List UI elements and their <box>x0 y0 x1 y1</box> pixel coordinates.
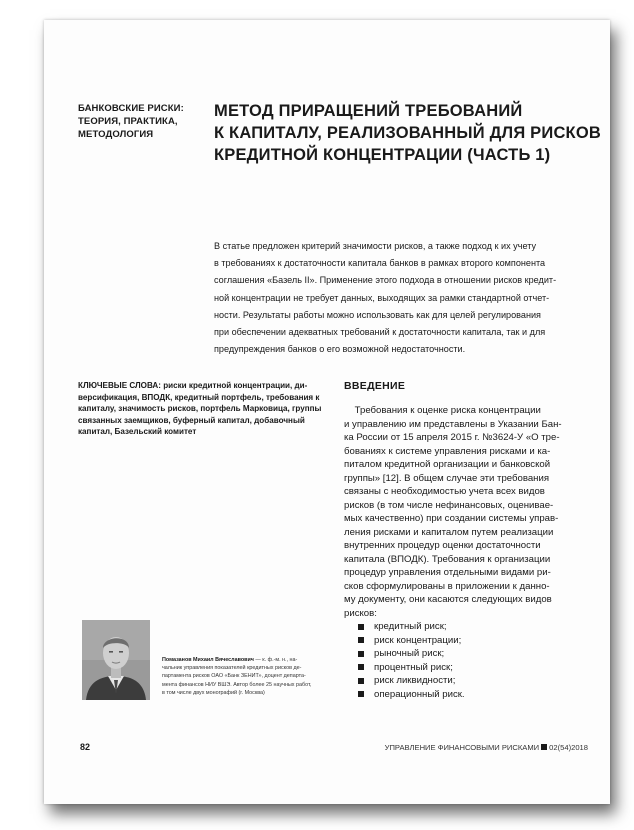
list-item-label: процентный риск; <box>374 661 453 673</box>
square-bullet-icon <box>358 637 364 643</box>
title-line: МЕТОД ПРИРАЩЕНИЙ ТРЕБОВАНИЙ <box>214 102 523 120</box>
keywords-line: версификация, ВПОДК, кредитный портфель, требования к <box>78 392 320 402</box>
intro-line: бованиях к системе управления рисками и ка- <box>344 445 551 457</box>
abstract-line: предупреждения банков о его возможной недостаточности. <box>214 344 466 355</box>
title-line: КРЕДИТНОЙ КОНЦЕНТРАЦИИ (ЧАСТЬ 1) <box>214 146 551 164</box>
abstract <box>214 238 588 358</box>
rubric-line: ТЕОРИЯ, ПРАКТИКА, <box>78 116 178 127</box>
introduction-body <box>344 404 594 701</box>
abstract-line: в требованиях к достаточности капитала банков в рамках второго компонента <box>214 258 546 269</box>
list-item <box>344 620 594 634</box>
intro-line: му документу, они касаются следующих видов <box>344 594 552 605</box>
list-item <box>344 661 594 675</box>
square-separator-icon <box>541 744 547 750</box>
intro-line: ления рисками и капиталом путем реализации <box>344 526 554 538</box>
square-bullet-icon <box>358 691 364 697</box>
journal-issue: 02(54)2018 <box>549 743 588 752</box>
abstract-line: соглашения «Базель II». Применение этого подхода в отношении рисков кредит- <box>214 275 557 286</box>
square-bullet-icon <box>358 651 364 657</box>
intro-line: рисков (в том числе нефинансовых, оценивае- <box>344 499 554 511</box>
keywords <box>78 380 328 438</box>
list-item <box>344 674 594 688</box>
keywords-line: КЛЮЧЕВЫЕ СЛОВА: риски кредитной концентрации, ди- <box>78 381 308 390</box>
author-info-line: мента финансов НИУ ВШЭ. Автор более 25 научных работ, <box>162 681 312 688</box>
journal-name: УПРАВЛЕНИЕ ФИНАНСОВЫМИ РИСКАМИ <box>384 743 540 752</box>
title-line: К КАПИТАЛУ, РЕАЛИЗОВАННЫЙ ДЛЯ РИСКОВ <box>214 124 601 142</box>
list-item-label: кредитный риск; <box>374 621 447 632</box>
intro-line: и управлению им представлены в Указании Бан- <box>344 418 562 430</box>
intro-line: рисков: <box>344 607 377 619</box>
list-item <box>344 688 594 702</box>
list-item-label: риск ликвидности; <box>374 675 456 686</box>
keywords-line: капитал, Базельский комитет <box>78 427 197 437</box>
abstract-line: ности. Результаты работы можно использовать как для целей регулирования <box>214 309 541 320</box>
abstract-line: при обеспечении адекватных требований к достаточности капитала, так и для <box>214 327 546 338</box>
intro-line: сков сформулированы в приложении к данно- <box>344 580 550 592</box>
intro-line: группы» [12]. В общем случае эти требования <box>344 472 550 484</box>
square-bullet-icon <box>358 664 364 670</box>
author-info-line: партамента рисков ОАО «Банк ЗЕНИТ», доцент департа- <box>162 673 306 680</box>
author-info-line: — к. ф.-м. н., на- <box>253 657 298 663</box>
list-item <box>344 634 594 648</box>
rubric-line: БАНКОВСКИЕ РИСКИ: <box>78 103 184 114</box>
list-item-label: риск концентрации; <box>374 634 462 646</box>
intro-line: мых качественно) при создании системы управ- <box>344 513 559 524</box>
intro-line: процедур управления отдельными видами ри- <box>344 567 551 578</box>
risk-list <box>344 620 594 701</box>
square-bullet-icon <box>358 678 364 684</box>
list-item-label: рыночный риск; <box>374 648 445 659</box>
intro-line: ка России от 15 апреля 2015 г. №3624-У «О тре- <box>344 432 560 443</box>
intro-line: связаны с необходимостью учета всех видов <box>344 486 545 497</box>
author-info-line: чальник управления показателей кредитных рисков де- <box>162 665 302 672</box>
list-item-label: операционный риск. <box>374 688 465 700</box>
author-name: Помазанов Михаил Вячеславович <box>162 657 254 663</box>
keywords-line: капиталу, значимость рисков, портфель Марковица, группы <box>78 404 322 414</box>
list-item <box>344 647 594 661</box>
abstract-line: ной концентрации не требует данных, выходящих за рамки стандартной отчет- <box>214 292 550 303</box>
article-title <box>214 100 604 166</box>
rubric-line: МЕТОДОЛОГИЯ <box>78 129 154 140</box>
intro-line: питалом кредитной организации и банковской <box>344 459 551 470</box>
intro-line: внутренних процедур оценки достаточности <box>344 540 541 551</box>
introduction-heading: ВВЕДЕНИЕ <box>344 380 406 392</box>
author-info-line: в том числе двух монографий (г. Москва) <box>162 689 265 696</box>
intro-line: Требования к оценке риска концентрации <box>344 405 541 416</box>
section-rubric <box>78 102 188 141</box>
abstract-line: В статье предложен критерий значимости рисков, а также подход к их учету <box>214 241 537 251</box>
author-photo <box>82 620 150 700</box>
author-portrait-icon <box>82 620 150 700</box>
journal-footer <box>385 743 588 752</box>
keywords-line: связанных заемщиков, буферный капитал, добавочный <box>78 415 305 425</box>
square-bullet-icon <box>358 624 364 630</box>
page-number: 82 <box>80 742 91 752</box>
intro-line: капитала (ВПОДК). Требования к организации <box>344 553 551 565</box>
author-info <box>162 656 322 697</box>
journal-page <box>44 20 610 804</box>
